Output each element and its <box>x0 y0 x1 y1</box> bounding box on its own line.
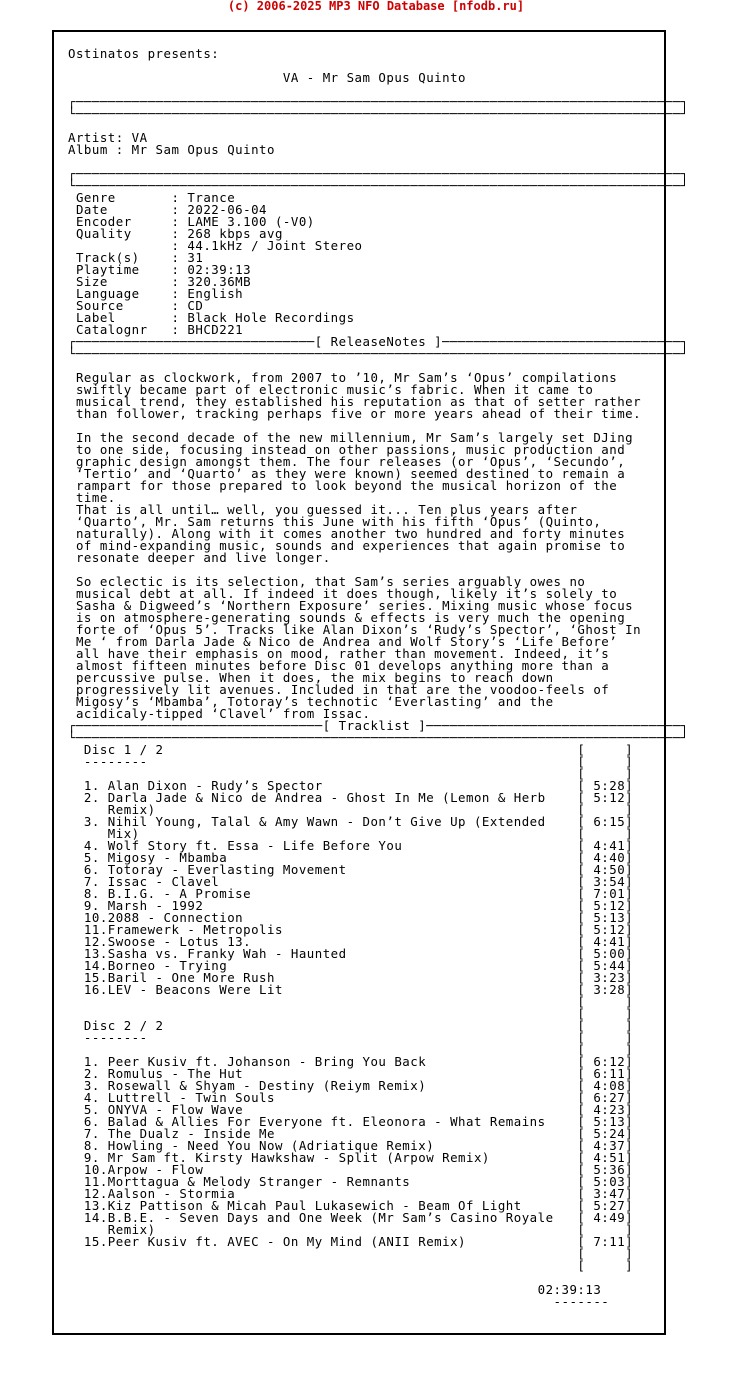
tracklist-heading: ┌───────────────────────────────[ Tracklist ]────────────────────────────────┐ <box>68 718 689 733</box>
track-row: 15.Baril - One More Rush [ 3:23] <box>68 970 634 985</box>
info-row: Genre : Trance <box>68 190 236 205</box>
box-border-top: ┌────────────────────────────────────────────────────────────────────────────┐ <box>68 166 689 181</box>
info-row: Source : CD <box>68 298 204 313</box>
track-row: 5. Migosy - Mbamba [ 4:40] <box>68 850 634 865</box>
release-notes-line: acidicaly-tipped ‘Clavel’ from Issac. <box>68 706 371 721</box>
info-row: Label : Black Hole Recordings <box>68 310 355 325</box>
nfo-text <box>68 48 689 1308</box>
release-notes-line: That is all until… well, you guessed it... Ten plus years after <box>68 502 578 517</box>
nfodb-link[interactable]: (c) 2006-2025 MP3 NFO Database [nfodb.ru] <box>227 0 525 13</box>
release-notes-line: swiftly became part of electronic music’s fabric. When it came to <box>68 382 594 397</box>
track-row: 9. Mr Sam ft. Kirsty Hawkshaw - Split (Arpow Remix) [ 4:51] <box>68 1150 634 1165</box>
track-spacer: [ ] <box>68 1246 634 1261</box>
track-row: 13.Kiz Pattison & Micah Paul Lukasewich - Beam Of Light [ 5:27] <box>68 1198 634 1213</box>
track-row: 5. ONYVA - Flow Wave [ 4:23] <box>68 1102 634 1117</box>
track-spacer: [ ] <box>68 1258 634 1273</box>
track-row: 11.Framewerk - Metropolis [ 5:12] <box>68 922 634 937</box>
track-row: 11.Morttagua & Melody Stranger - Remnants [ 5:03] <box>68 1174 634 1189</box>
release-notes-line: musical trend, they established his reputation as that of setter rather <box>68 394 642 409</box>
track-row: 3. Rosewall & Shyam - Destiny (Reiym Remix) [ 4:08] <box>68 1078 634 1093</box>
release-notes-line: musical debt at all. If indeed it does though, likely it’s solely to <box>68 586 618 601</box>
track-row: 8. B.I.G. - A Promise [ 7:01] <box>68 886 634 901</box>
box-border-bottom: └────────────────────────────────────────────────────────────────────────────┘ <box>68 730 689 745</box>
nfo-frame <box>52 30 689 1335</box>
release-notes-line: graphic design amongst them. The four releases (or ‘Opus’, ‘Secundo’, <box>68 454 626 469</box>
release-notes-line: rampart for those prepared to look beyond the musical horizon of the <box>68 478 618 493</box>
release-notes-line: ‘Quarto’, Mr. Sam returns this June with his fifth ‘Opus’ (Quinto, <box>68 514 602 529</box>
track-row: 10.2088 - Connection [ 5:13] <box>68 910 634 925</box>
album-line: Album : Mr Sam Opus Quinto <box>68 142 275 157</box>
release-title: VA - Mr Sam Opus Quinto <box>68 70 689 85</box>
total-playtime: 02:39:13 <box>68 1282 602 1297</box>
track-row: 7. The Dualz - Inside Me [ 5:24] <box>68 1126 634 1141</box>
box-border-bottom: └────────────────────────────────────────────────────────────────────────────┘ <box>68 178 689 193</box>
total-underline: ------- <box>68 1294 610 1309</box>
disc-1-underline: -------- [ ] <box>68 754 634 769</box>
release-notes-line: Migosy’s ‘Mbamba’, Totoray’s technotic ‘Everlasting’ and the <box>68 694 554 709</box>
track-row: 10.Arpow - Flow [ 5:36] <box>68 1162 634 1177</box>
track-spacer: [ ] <box>68 1006 634 1021</box>
info-row: Track(s) : 31 <box>68 250 204 265</box>
info-row: Date : 2022-06-04 <box>68 202 267 217</box>
track-row: 6. Balad & Allies For Everyone ft. Eleonora - What Remains [ 5:13] <box>68 1114 634 1129</box>
info-row: Quality : 268 kbps avg <box>68 226 283 241</box>
track-row: 2. Darla Jade & Nico de Andrea - Ghost In Me (Lemon & Herb [ 5:12] <box>68 790 634 805</box>
info-row: Encoder : LAME 3.100 (-V0) <box>68 214 315 229</box>
track-row: 16.LEV - Beacons Were Lit [ 3:28] <box>68 982 634 997</box>
release-notes-line: forte of ‘Opus 5’. Tracks like Alan Dixon’s ‘Rudy’s Spector’, ‘Ghost In <box>68 622 642 637</box>
track-row-continued: Remix) [ ] <box>68 802 634 817</box>
track-row: 3. Nihil Young, Talal & Amy Wawn - Don’t Give Up (Extended [ 6:15] <box>68 814 634 829</box>
track-row: 7. Issac - Clavel [ 3:54] <box>68 874 634 889</box>
track-row: 15.Peer Kusiv ft. AVEC - On My Mind (ANII Remix) [ 7:11] <box>68 1234 634 1249</box>
track-spacer: [ ] <box>68 1042 634 1057</box>
site-copyright-header <box>0 0 752 12</box>
release-notes-line: than follower, tracking perhaps five or more years ahead of their time. <box>68 406 642 421</box>
track-row: 8. Howling - Need You Now (Adriatique Remix) [ 4:37] <box>68 1138 634 1153</box>
release-notes-line: Me ‘ from Darla Jade & Nico de Andrea and Wolf Story’s ‘Life Before’ <box>68 634 618 649</box>
release-notes-line: progressively lit avenues. Included in that are the voodoo-feels of <box>68 682 610 697</box>
track-row-continued: Mix) [ ] <box>68 826 634 841</box>
track-row: 1. Alan Dixon - Rudy’s Spector [ 5:28] <box>68 778 634 793</box>
disc-1-title: Disc 1 / 2 [ ] <box>68 742 634 757</box>
track-row: 4. Wolf Story ft. Essa - Life Before You [ 4:41] <box>68 838 634 853</box>
release-notes-line: percussive pulse. When it does, the mix begins to reach down <box>68 670 554 685</box>
presenter-line: Ostinatos presents: <box>68 46 220 61</box>
release-notes-line: resonate deeper and live longer. <box>68 550 331 565</box>
blank-line <box>68 120 689 132</box>
box-border-top: ┌────────────────────────────────────────────────────────────────────────────┐ <box>68 94 689 109</box>
info-row: Playtime : 02:39:13 <box>68 262 252 277</box>
track-row: 14.B.B.E. - Seven Days and One Week (Mr Sam’s Casino Royale [ 4:49] <box>68 1210 634 1225</box>
track-row: 6. Totoray - Everlasting Movement [ 4:50] <box>68 862 634 877</box>
release-notes-line: is on atmosphere-generating sounds & effects is very much the opening <box>68 610 626 625</box>
info-row: Catalognr : BHCD221 <box>68 322 244 337</box>
artist-line: Artist: VA <box>68 130 148 145</box>
release-notes-line: ‘Tertio’ and ‘Quarto’ as they were known) seemed destined to remain a <box>68 466 626 481</box>
box-border-bottom: └────────────────────────────────────────────────────────────────────────────┘ <box>68 106 689 121</box>
track-row-continued: Remix) [ ] <box>68 1222 634 1237</box>
track-row: 13.Sasha vs. Franky Wah - Haunted [ 5:00] <box>68 946 634 961</box>
disc-2-title: Disc 2 / 2 [ ] <box>68 1018 634 1033</box>
release-notes-line: time. <box>68 490 116 505</box>
track-spacer: [ ] <box>68 766 634 781</box>
release-notes-line: In the second decade of the new millennium, Mr Sam’s largely set DJing <box>68 430 634 445</box>
box-border-bottom: └────────────────────────────────────────────────────────────────────────────┘ <box>68 346 689 361</box>
release-notes-heading: ┌──────────────────────────────[ ReleaseNotes ]──────────────────────────────┐ <box>68 334 689 349</box>
track-row: 2. Romulus - The Hut [ 6:11] <box>68 1066 634 1081</box>
info-row: Size : 320.36MB <box>68 274 252 289</box>
track-row: 12.Aalson - Stormia [ 3:47] <box>68 1186 634 1201</box>
disc-2-underline: -------- [ ] <box>68 1030 634 1045</box>
track-row: 9. Marsh - 1992 [ 5:12] <box>68 898 634 913</box>
track-row: 14.Borneo - Trying [ 5:44] <box>68 958 634 973</box>
release-notes-line: Sasha & Digweed’s ‘Northern Exposure’ series. Mixing music whose focus <box>68 598 634 613</box>
release-notes-line: almost fifteen minutes before Disc 01 develops anything more than a <box>68 658 610 673</box>
track-row: 1. Peer Kusiv ft. Johanson - Bring You Back [ 6:12] <box>68 1054 634 1069</box>
release-notes-line: of mind-expanding music, sounds and experiences that again promise to <box>68 538 626 553</box>
info-row: Language : English <box>68 286 244 301</box>
release-notes-line: to one side, focusing instead on other passions, music production and <box>68 442 626 457</box>
track-spacer: [ ] <box>68 994 634 1009</box>
track-row: 12.Swoose - Lotus 13. [ 4:41] <box>68 934 634 949</box>
info-row: : 44.1kHz / Joint Stereo <box>68 238 363 253</box>
release-notes-line: naturally). Along with it comes another two hundred and forty minutes <box>68 526 626 541</box>
release-notes-line: So eclectic is its selection, that Sam’s series arguably owes no <box>68 574 586 589</box>
track-row: 4. Luttrell - Twin Souls [ 6:27] <box>68 1090 634 1105</box>
release-notes-line: all have their emphasis on mood, rather than movement. Indeed, it’s <box>68 646 610 661</box>
release-notes-line: Regular as clockwork, from 2007 to ’10, Mr Sam’s ‘Opus’ compilations <box>68 370 618 385</box>
